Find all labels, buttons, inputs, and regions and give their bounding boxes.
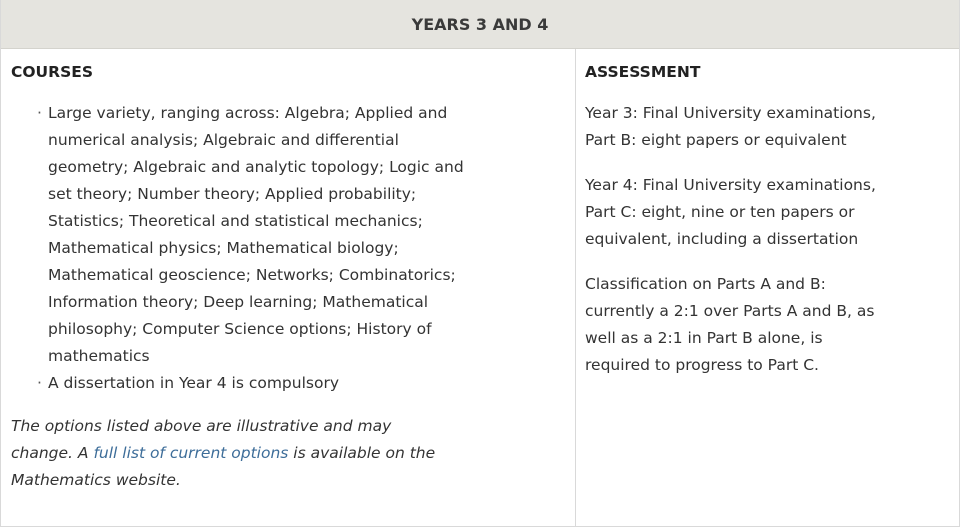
note-text-after: is available on the Mathematics website.: [11, 444, 436, 489]
courses-column: [1, 49, 576, 527]
bullet-icon: ·: [37, 104, 42, 122]
assessment-paragraph: Year 4: Final University examinations, Part C: eight, nine or ten papers or equivalent, including a dissertation: [585, 176, 876, 248]
full-options-link[interactable]: full list of current options: [93, 444, 289, 462]
course-item-text: A dissertation in Year 4 is compulsory: [48, 374, 340, 392]
note-text-before: The options listed above are illustrative and may change. A: [11, 417, 392, 462]
table-header: [1, 0, 959, 49]
table-header-title: YEARS 3 AND 4: [411, 14, 549, 34]
options-note: [11, 413, 451, 494]
assessment-paragraph: Classification on Parts A and B: currently a 2:1 over Parts A and B, as well as a 2:1 in Part B alone, is required to progress to Part C.: [585, 275, 875, 374]
assessment-paragraph: Year 3: Final University examinations, Part B: eight papers or equivalent: [585, 104, 876, 149]
bullet-icon: ·: [37, 374, 42, 392]
course-item-text: Large variety, ranging across: Algebra; Applied and numerical analysis; Algebraic and differential geometry; Algebraic and analytic topology; Logic and set theory; Number theory; Applied probability; Statistics; Theoretical and statistical mechanics; Mathematical physics; Mathematical biology; Mathematical geoscience; Networks; Combinatorics; Information theory; Deep learning; Mathematical philosophy; Computer Science options; History of mathematics: [48, 104, 464, 365]
assessment-column: [576, 49, 959, 527]
assessment-title: ASSESSMENT: [585, 63, 701, 81]
list-item: [37, 370, 466, 397]
list-item: [37, 100, 466, 370]
courses-title: COURSES: [11, 63, 93, 81]
table-body: [1, 49, 959, 527]
courses-list: [11, 100, 565, 397]
